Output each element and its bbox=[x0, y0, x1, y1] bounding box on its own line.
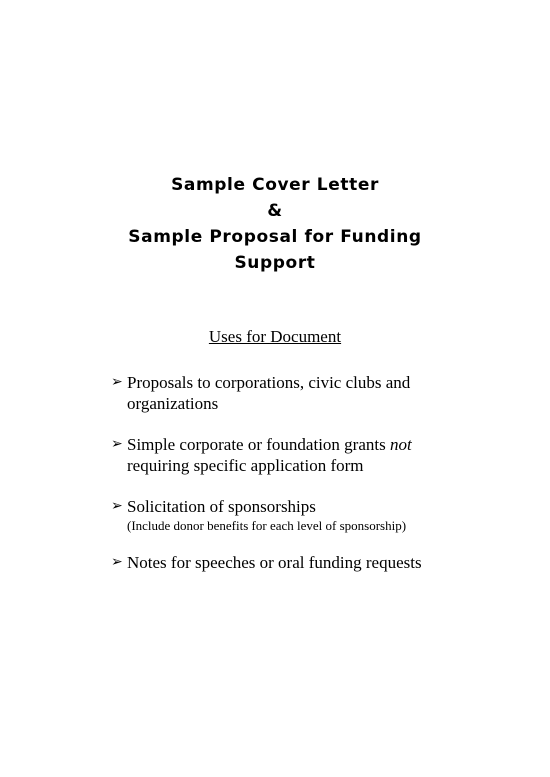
title-line-4: Support bbox=[234, 253, 316, 273]
list-item bbox=[111, 552, 541, 573]
list-item-emphasis: not bbox=[389, 435, 412, 454]
arrow-bullet-icon: ➢ bbox=[111, 374, 123, 390]
list-item-line: Solicitation of sponsorships bbox=[127, 497, 316, 516]
list-item bbox=[111, 434, 541, 476]
list-item-line bbox=[127, 434, 541, 455]
title-line-3: Sample Proposal for Funding bbox=[128, 227, 422, 247]
document-title bbox=[0, 172, 550, 276]
list-item-line: Proposals to corporations, civic clubs and bbox=[127, 373, 411, 392]
title-line-2: & bbox=[267, 201, 283, 221]
list-item-line: organizations bbox=[127, 394, 219, 413]
uses-list bbox=[111, 372, 541, 573]
list-item bbox=[111, 372, 541, 414]
arrow-bullet-icon: ➢ bbox=[111, 436, 123, 452]
arrow-bullet-icon: ➢ bbox=[111, 554, 123, 570]
list-item bbox=[111, 496, 541, 534]
uses-heading: Uses for Document bbox=[208, 327, 342, 346]
title-line-1: Sample Cover Letter bbox=[171, 175, 379, 195]
list-item-line: requiring specific application form bbox=[127, 456, 364, 475]
list-item-note: (Include donor benefits for each level of sponsorship) bbox=[127, 518, 407, 533]
arrow-bullet-icon: ➢ bbox=[111, 498, 123, 514]
list-item-line: Notes for speeches or oral funding requests bbox=[127, 553, 422, 572]
list-item-text: Simple corporate or foundation grants bbox=[127, 435, 390, 454]
